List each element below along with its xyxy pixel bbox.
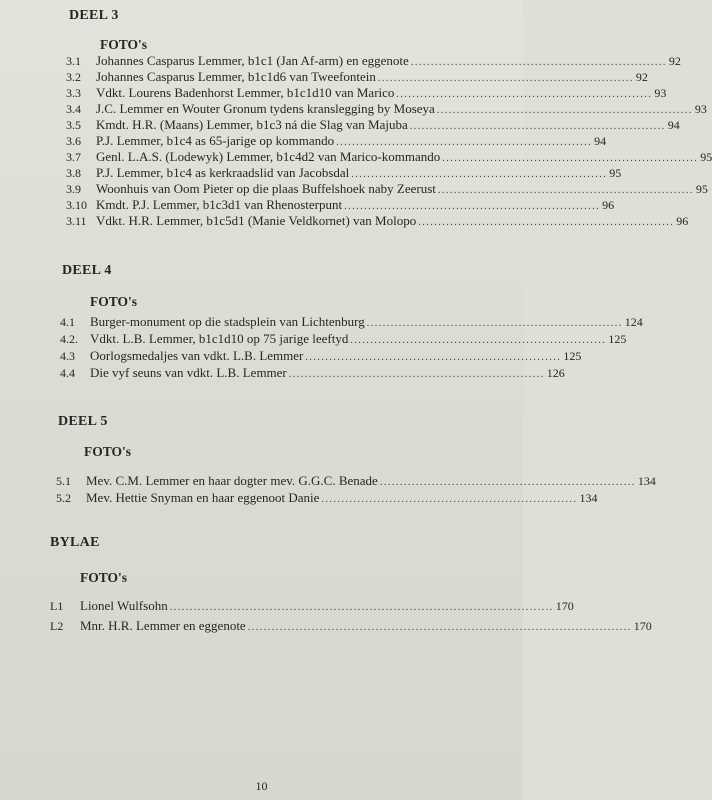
entry-page: 96: [602, 198, 615, 212]
toc-entry: [56, 490, 598, 506]
dot-leader: ................................................................: [321, 494, 578, 505]
entry-page: 134: [637, 474, 656, 488]
entry-title: Mnr. H.R. Lemmer en eggenote: [80, 618, 246, 633]
dot-leader: ................................................................................................: [247, 622, 632, 633]
entry-number: 3.7: [66, 150, 81, 164]
toc-entry: [50, 618, 652, 634]
dot-leader: ................................................................: [379, 477, 636, 488]
entry-title: Mev. C.M. Lemmer en haar dogter mev. G.G.C. Benade: [86, 473, 378, 488]
entry-number: 3.2: [66, 70, 81, 84]
entry-number: 4.1: [60, 315, 75, 329]
toc-entry: [66, 85, 667, 101]
toc-entry: [60, 348, 582, 364]
entry-number: 3.11: [66, 214, 87, 228]
entry-page: 95: [700, 150, 712, 164]
entry-page: 126: [546, 366, 565, 380]
entry-number: 3.1: [66, 54, 81, 68]
entry-number: 4.2.: [60, 332, 78, 346]
section-subheading: FOTO's: [100, 37, 148, 52]
dot-leader: ................................................................: [288, 369, 545, 380]
entry-page: 93: [654, 86, 667, 100]
dot-leader: ................................................................: [410, 57, 667, 68]
entry-number: 3.4: [66, 102, 81, 116]
entry-title: Burger-monument op die stadsplein van Lichtenburg: [90, 314, 365, 329]
entry-page: 92: [635, 70, 648, 84]
dot-leader: ................................................................: [344, 201, 601, 212]
dot-leader: ................................................................: [350, 335, 607, 346]
entry-number: 4.3: [60, 349, 75, 363]
entry-number: 3.5: [66, 118, 81, 132]
entry-number: 5.2: [56, 491, 71, 505]
entry-title: Kmdt. P.J. Lemmer, b1c3d1 van Rhenosterpunt: [96, 197, 343, 212]
page-number: 10: [255, 779, 268, 793]
toc-entry: [66, 197, 615, 213]
section-heading-bylae: BYLAE: [50, 535, 100, 550]
entry-title: P.J. Lemmer, b1c4 as 65-jarige op kommando: [96, 133, 335, 148]
toc-entry: [66, 149, 712, 165]
entry-number: 4.4: [60, 366, 75, 380]
entry-title: Johannes Casparus Lemmer, b1c1d6 van Tweefontein: [96, 69, 376, 84]
toc-entry: [66, 101, 707, 117]
entry-number: L2: [50, 619, 64, 633]
toc-entry: [66, 213, 689, 229]
section-heading-deel-4: DEEL 4: [62, 263, 112, 278]
entry-number: 3.6: [66, 134, 81, 148]
entry-title: Woonhuis van Oom Pieter op die plaas Buffelshoek naby Zeerust: [96, 181, 436, 196]
entry-title: Vdkt. H.R. Lemmer, b1c5d1 (Manie Veldkornet) van Molopo: [96, 213, 417, 228]
entry-title: Lionel Wulfsohn: [80, 598, 168, 613]
entry-page: 125: [563, 349, 582, 363]
entry-title: Oorlogsmedaljes van vdkt. L.B. Lemmer: [90, 348, 304, 363]
entry-page: 96: [676, 214, 689, 228]
dot-leader: ................................................................: [436, 105, 693, 116]
dot-leader: ................................................................: [442, 153, 699, 164]
entry-page: 95: [609, 166, 622, 180]
dot-leader: ................................................................: [366, 318, 623, 329]
entry-title: P.J. Lemmer, b1c4 as kerkraadslid van Jacobsdal: [96, 165, 350, 180]
entry-number: 3.8: [66, 166, 81, 180]
dot-leader: ................................................................: [305, 352, 562, 363]
entry-title: J.C. Lemmer en Wouter Gronum tydens kranslegging by Moseya: [96, 101, 435, 116]
dot-leader: ................................................................: [336, 137, 593, 148]
toc-entry: [66, 165, 622, 181]
entry-page: 94: [667, 118, 680, 132]
entry-number: 3.9: [66, 182, 81, 196]
dot-leader: ................................................................: [409, 121, 666, 132]
section-heading-deel-5: DEEL 5: [58, 414, 108, 429]
entry-page: 95: [695, 182, 708, 196]
entry-number: 3.10: [66, 198, 87, 212]
entry-page: 94: [594, 134, 607, 148]
dot-leader: ................................................................: [377, 73, 634, 84]
entry-page: 93: [694, 102, 707, 116]
toc-entry: [66, 117, 680, 133]
toc-entry: [66, 69, 648, 85]
entry-number: 3.3: [66, 86, 81, 100]
entry-title: Kmdt. H.R. (Maans) Lemmer, b1c3 ná die Slag van Majuba: [96, 117, 408, 132]
dot-leader: ................................................................: [396, 89, 653, 100]
entry-page: 125: [608, 332, 627, 346]
entry-title: Johannes Casparus Lemmer, b1c1 (Jan Af-arm) en eggenote: [96, 53, 409, 68]
toc-entry: [60, 365, 565, 381]
entry-number: L1: [50, 599, 64, 613]
section-subheading: FOTO's: [90, 294, 138, 309]
entry-title: Die vyf seuns van vdkt. L.B. Lemmer: [90, 365, 287, 380]
dot-leader: ................................................................................................: [169, 602, 554, 613]
section-subheading: FOTO's: [84, 444, 132, 459]
section-subheading: FOTO's: [80, 570, 128, 585]
toc-entry: [50, 598, 574, 614]
dot-leader: ................................................................: [351, 169, 608, 180]
toc-entry: [56, 473, 656, 489]
entry-page: 92: [668, 54, 681, 68]
toc-entry: [60, 331, 627, 347]
entry-title: Mev. Hettie Snyman en haar eggenoot Danie: [86, 490, 320, 505]
toc-entry: [60, 314, 643, 330]
toc-entry: [66, 53, 681, 69]
entry-page: 170: [555, 599, 574, 613]
toc-entry: [66, 181, 708, 197]
entry-page: 124: [624, 315, 643, 329]
entry-page: 134: [579, 491, 598, 505]
entry-number: 5.1: [56, 474, 71, 488]
section-heading-deel-3: DEEL 3: [69, 8, 119, 23]
dot-leader: ................................................................: [418, 217, 675, 228]
entry-title: Vdkt. L.B. Lemmer, b1c1d10 op 75 jarige leeftyd: [90, 331, 349, 346]
entry-title: Genl. L.A.S. (Lodewyk) Lemmer, b1c4d2 van Marico-kommando: [96, 149, 441, 164]
entry-page: 170: [633, 619, 652, 633]
toc-entry: [66, 133, 607, 149]
entry-title: Vdkt. Lourens Badenhorst Lemmer, b1c1d10 van Marico: [96, 85, 395, 100]
dot-leader: ................................................................: [437, 185, 694, 196]
